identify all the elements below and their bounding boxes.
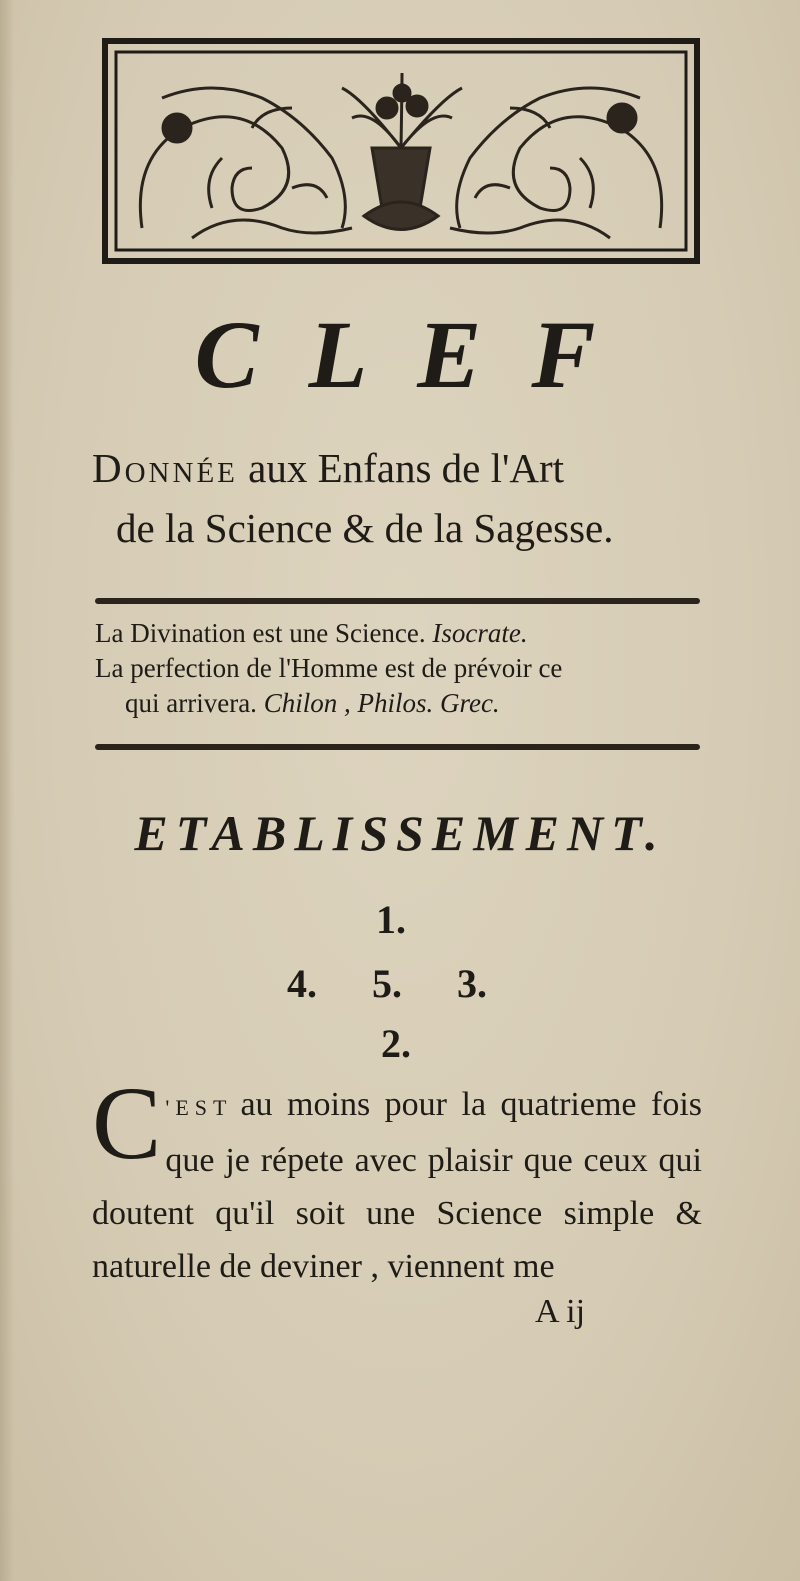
number-1: 1. bbox=[376, 897, 406, 942]
epigraph-quote-1: La Divination est une Science. bbox=[95, 618, 426, 648]
number-4: 4. bbox=[287, 961, 317, 1006]
epigraph-line-1 bbox=[95, 616, 715, 651]
top-rule bbox=[95, 598, 700, 604]
subtitle bbox=[92, 438, 712, 558]
drop-cap: C bbox=[92, 1066, 162, 1181]
epigraph-author-1: Isocrate. bbox=[432, 618, 528, 648]
number-5: 5. bbox=[372, 961, 402, 1006]
subtitle-line-1-rest: aux Enfans de l'Art bbox=[248, 445, 565, 491]
subtitle-line-1 bbox=[92, 438, 712, 498]
subtitle-line-2: de la Science & de la Sagesse. bbox=[116, 505, 614, 551]
subtitle-lead-word: Donnée bbox=[92, 445, 238, 491]
epigraph-author-2: Chilon , Philos. Grec. bbox=[263, 688, 500, 718]
epigraph-line-2: La perfection de l'Homme est de prévoir ce bbox=[95, 653, 563, 683]
epigraph-quote-2-end: qui arrivera. bbox=[125, 688, 257, 718]
signature-mark: A ij bbox=[535, 1293, 586, 1330]
number-3: 3. bbox=[457, 961, 487, 1006]
body-text: au moins pour la quatrieme fois que je répete avec plaisir que ceux qui doutent qu'il soit une Science simple & naturelle de deviner , viennent me bbox=[92, 1086, 702, 1285]
body-paragraph bbox=[92, 1066, 702, 1293]
bottom-rule bbox=[95, 744, 700, 750]
number-2: 2. bbox=[381, 1021, 411, 1066]
page-title: CLEF bbox=[194, 301, 646, 408]
epigraph-line-3 bbox=[95, 686, 715, 721]
epigraph bbox=[95, 616, 715, 721]
floral-ornament-headpiece bbox=[102, 38, 700, 264]
section-heading: ETABLISSEMENT. bbox=[134, 805, 666, 861]
first-word-rest: 'EST bbox=[165, 1095, 233, 1120]
page-spine-shadow bbox=[0, 0, 14, 1581]
